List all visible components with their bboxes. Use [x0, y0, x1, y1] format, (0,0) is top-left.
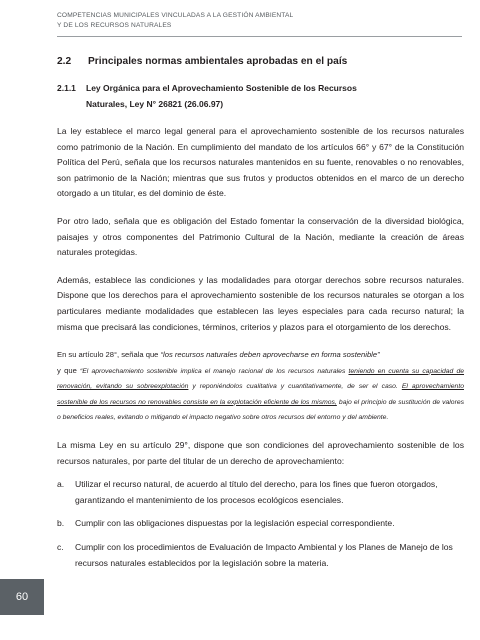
- list-item-text: Utilizar el recurso natural, de acuerdo al título del derecho, para los fines que fueron otorgados, garantizando el mantenimiento de los procesos ecológicos esenciales.: [75, 479, 438, 505]
- list-item: [57, 516, 464, 532]
- list-marker: b.: [57, 518, 65, 529]
- subsection-title: [86, 80, 357, 112]
- paragraph-4-intro: En su artículo 28°, señala que: [57, 350, 159, 360]
- conditions-list: [57, 477, 464, 571]
- page-number: 60: [0, 579, 44, 615]
- paragraph-2: Por otro lado, señala que es obligación del Estado fomentar la conservación de la diversidad biológica, paisajes y otros componentes del Patrimonio Cultural de la Nación, mediante la creación de áreas naturales protegidas.: [57, 215, 464, 258]
- list-item-text: Cumplir con los procedimientos de Evaluación de Impacto Ambiental y los Planes de Manejo de los recursos naturales establecidos por la legislación sobre la materia.: [75, 541, 453, 568]
- running-header: [57, 11, 457, 31]
- subsection-heading: [57, 80, 464, 112]
- running-header-line-1: COMPETENCIAS MUNICIPALES VINCULADAS A LA GESTIÓN AMBIENTAL: [57, 12, 294, 19]
- paragraph-4-continued: [57, 363, 464, 426]
- list-marker: a.: [57, 479, 65, 490]
- quote-2-underlined-1: teniendo en cuenta su capacidad de renovación, evitando su sobreexplotación: [57, 367, 465, 391]
- quote-2-a: “El aprovechamiento sostenible implica el manejo racional de los recursos naturales: [80, 367, 346, 375]
- list-marker: c.: [57, 541, 64, 552]
- list-item-text: Cumplir con las obligaciones dispuestas por la legislación especial correspondiente.: [75, 518, 395, 529]
- running-header-line-2: Y DE LOS RECURSOS NATURALES: [57, 22, 172, 29]
- section-heading: [57, 56, 464, 67]
- page-body: [57, 44, 464, 571]
- paragraph-4-quote-1: “los recursos naturales deben aprovecharse en forma sostenible”: [160, 350, 380, 360]
- quote-2-e: bajo el principio de sustitución de valores o beneficios reales, evitando o mitigando el impacto negativo sobre otros recursos del entorno y del ambiente.: [57, 398, 465, 422]
- list-item: [57, 540, 464, 571]
- section-title: Principales normas ambientales aprobadas en el país: [88, 56, 348, 67]
- paragraph-5: La misma Ley en su artículo 29°, dispone que son condiciones del aprovechamiento sostenible de los recursos naturales, por parte del titular de un derecho de aprovechamiento:: [57, 440, 464, 466]
- paragraph-1: La ley establece el marco legal general para el aprovechamiento sostenible de los recursos naturales como patrimonio de la Nación. En cumplimiento del mandato de los artículos 66° y 67° de la Constitución Política del Perú, señala que los recursos naturales mantenidos en su fuente, renovables o no renovables, son patrimonio de la Nación; mientras que sus frutos y productos obtenidos en el marco de un derecho otorgado a un titular, es del dominio de éste.: [57, 126, 464, 199]
- quote-2-underlined-2: El aprovechamiento sostenible de los recursos no renovables consiste en la explotación eficiente de los mismos,: [57, 383, 464, 406]
- paragraph-4: [57, 347, 464, 363]
- paragraph-3: Además, establece las condiciones y las modalidades para otorgar derechos sobre recursos naturales. Dispone que los derechos para el aprovechamiento sostenible de los recursos naturales se otorgan a los particulares mediante modalidades que establecen las leyes especiales para cada recurso natural; la misma que precisará las condiciones, términos, criterios y plazos para el otorgamiento de los derechos.: [57, 274, 464, 332]
- paragraph-4-and: y que: [57, 365, 77, 375]
- subsection-title-line-2: Naturales, Ley N° 26821 (26.06.97): [86, 99, 224, 109]
- subsection-title-line-1: Ley Orgánica para el Aprovechamiento Sostenible de los Recursos: [86, 83, 357, 93]
- header-divider: [57, 36, 462, 37]
- subsection-number: 2.1.1: [57, 83, 76, 93]
- section-number: 2.2: [57, 56, 72, 67]
- quote-2-c: y reponiéndolos cualitativa y cuantitativamente, de ser el caso.: [192, 383, 398, 391]
- list-item: [57, 477, 464, 508]
